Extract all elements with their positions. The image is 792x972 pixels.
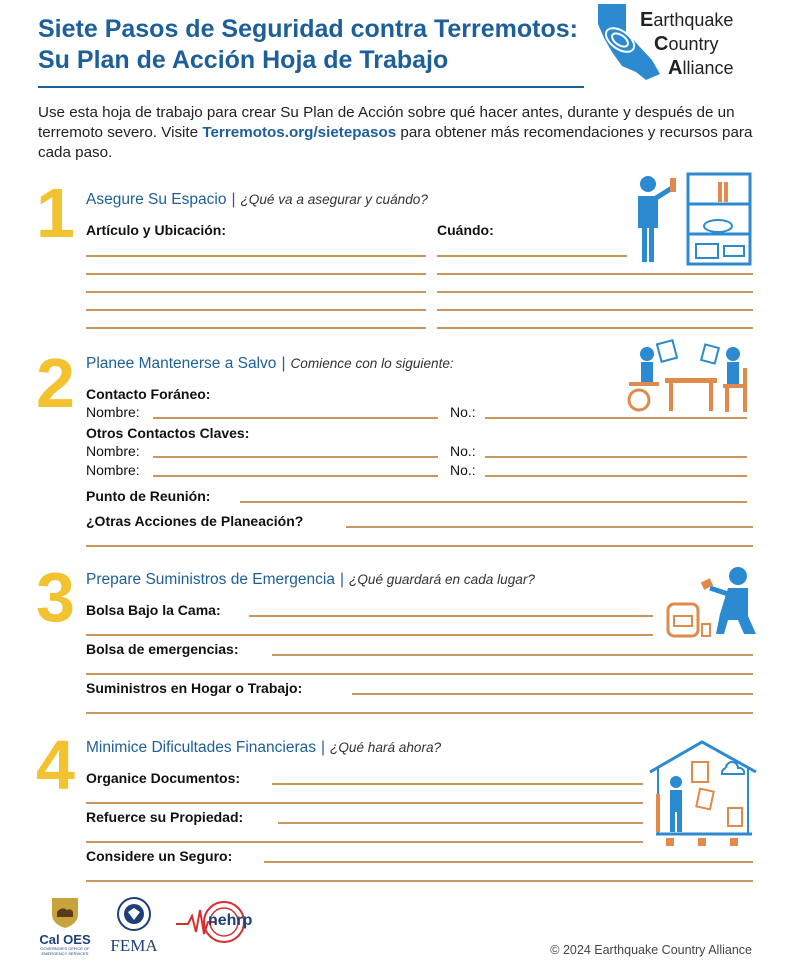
name-line[interactable]	[153, 417, 438, 419]
secure-shelf-illustration	[628, 168, 756, 268]
name-label: Nombre:	[86, 404, 140, 420]
title-divider	[38, 86, 584, 88]
meeting-point-label: Punto de Reunión:	[86, 488, 211, 504]
other-contacts-label: Otros Contactos Claves:	[86, 425, 250, 441]
planning-table-illustration	[625, 338, 755, 414]
nehrp-logo: nehrp	[176, 898, 268, 951]
step-2-heading: Planee Mantenerse a Salvo | Comience con lo siguiente:	[86, 355, 454, 372]
documents-line[interactable]	[272, 783, 643, 785]
financial-house-illustration	[648, 738, 758, 854]
number-label: No.:	[450, 462, 476, 478]
step-1-number: 1	[36, 174, 75, 252]
insurance-line[interactable]	[86, 880, 753, 882]
bed-bag-line[interactable]	[86, 634, 653, 636]
number-line[interactable]	[485, 417, 747, 419]
property-line[interactable]	[278, 822, 643, 824]
foreign-contact-label: Contacto Foráneo:	[86, 386, 211, 402]
name-label: Nombre:	[86, 462, 140, 478]
step-1-when-line[interactable]	[437, 327, 753, 329]
property-label: Refuerce su Propiedad:	[86, 809, 244, 825]
intro-link[interactable]: Terremotos.org/sietepasos	[202, 124, 397, 141]
step-1-when-line[interactable]	[437, 255, 627, 257]
name-label: Nombre:	[86, 443, 140, 459]
title-line-1: Siete Pasos de Seguridad contra Terremotos:	[38, 15, 578, 43]
step-4-number: 4	[36, 726, 75, 804]
meeting-point-line[interactable]	[240, 501, 747, 503]
dhs-seal-icon	[116, 896, 152, 932]
number-line[interactable]	[485, 475, 747, 477]
insurance-label: Considere un Seguro:	[86, 848, 233, 864]
step-1-item-line[interactable]	[86, 255, 426, 257]
step-2-number: 2	[36, 344, 75, 422]
step-1-heading: Asegure Su Espacio | ¿Qué va a asegurar y cuándo?	[86, 191, 428, 208]
home-supplies-line[interactable]	[352, 693, 753, 695]
step-4-heading: Minimice Dificultades Financieras | ¿Qué hará ahora?	[86, 739, 442, 756]
other-actions-label: ¿Otras Acciones de Planeación?	[86, 513, 304, 529]
step-1-when-line[interactable]	[437, 273, 753, 275]
number-label: No.:	[450, 443, 476, 459]
home-supplies-line[interactable]	[86, 712, 753, 714]
step-1-col-when: Cuándo:	[437, 222, 494, 238]
number-label: No.:	[450, 404, 476, 420]
title-line-2: Su Plan de Acción Hoja de Trabajo	[38, 46, 449, 74]
other-actions-line[interactable]	[346, 526, 753, 528]
number-line[interactable]	[485, 456, 747, 458]
property-line[interactable]	[86, 841, 643, 843]
emergency-bag-line[interactable]	[86, 673, 753, 675]
home-supplies-label: Suministros en Hogar o Trabajo:	[86, 680, 303, 696]
step-1-item-line[interactable]	[86, 327, 426, 329]
bed-bag-line[interactable]	[249, 615, 653, 617]
page-title	[38, 14, 598, 76]
documents-label: Organice Documentos:	[86, 770, 241, 786]
eca-logo: Earthquake Country Alliance	[640, 9, 734, 79]
caloes-logo: Cal OES GOVERNOR'S OFFICE OF EMERGENCY SERVICES	[38, 896, 92, 956]
fema-logo: FEMA	[104, 896, 164, 955]
name-line[interactable]	[153, 456, 438, 458]
intro-paragraph: Use esta hoja de trabajo para crear Su Plan de Acción sobre qué hacer antes, durante y después de un terremoto severo. Visite Terremotos.org/sietepasos para obtener más recomendaciones y recursos para cada paso.	[38, 104, 753, 161]
step-3-number: 3	[36, 558, 75, 636]
caloes-shield-icon	[50, 896, 80, 928]
step-1-col-item: Artículo y Ubicación:	[86, 222, 227, 238]
copyright: © 2024 Earthquake Country Alliance	[550, 943, 752, 957]
bed-bag-label: Bolsa Bajo la Cama:	[86, 602, 221, 618]
step-1-when-line[interactable]	[437, 309, 753, 311]
emergency-bag-label: Bolsa de emergencias:	[86, 641, 239, 657]
step-1-item-line[interactable]	[86, 309, 426, 311]
step-1-when-line[interactable]	[437, 291, 753, 293]
step-3-heading: Prepare Suministros de Emergencia | ¿Qué guardará en cada lugar?	[86, 571, 535, 588]
step-1-item-line[interactable]	[86, 273, 426, 275]
documents-line[interactable]	[86, 802, 643, 804]
emergency-bag-line[interactable]	[272, 654, 753, 656]
name-line[interactable]	[153, 475, 438, 477]
insurance-line[interactable]	[264, 861, 753, 863]
step-1-item-line[interactable]	[86, 291, 426, 293]
other-actions-line[interactable]	[86, 545, 753, 547]
emergency-supplies-illustration	[662, 562, 758, 642]
